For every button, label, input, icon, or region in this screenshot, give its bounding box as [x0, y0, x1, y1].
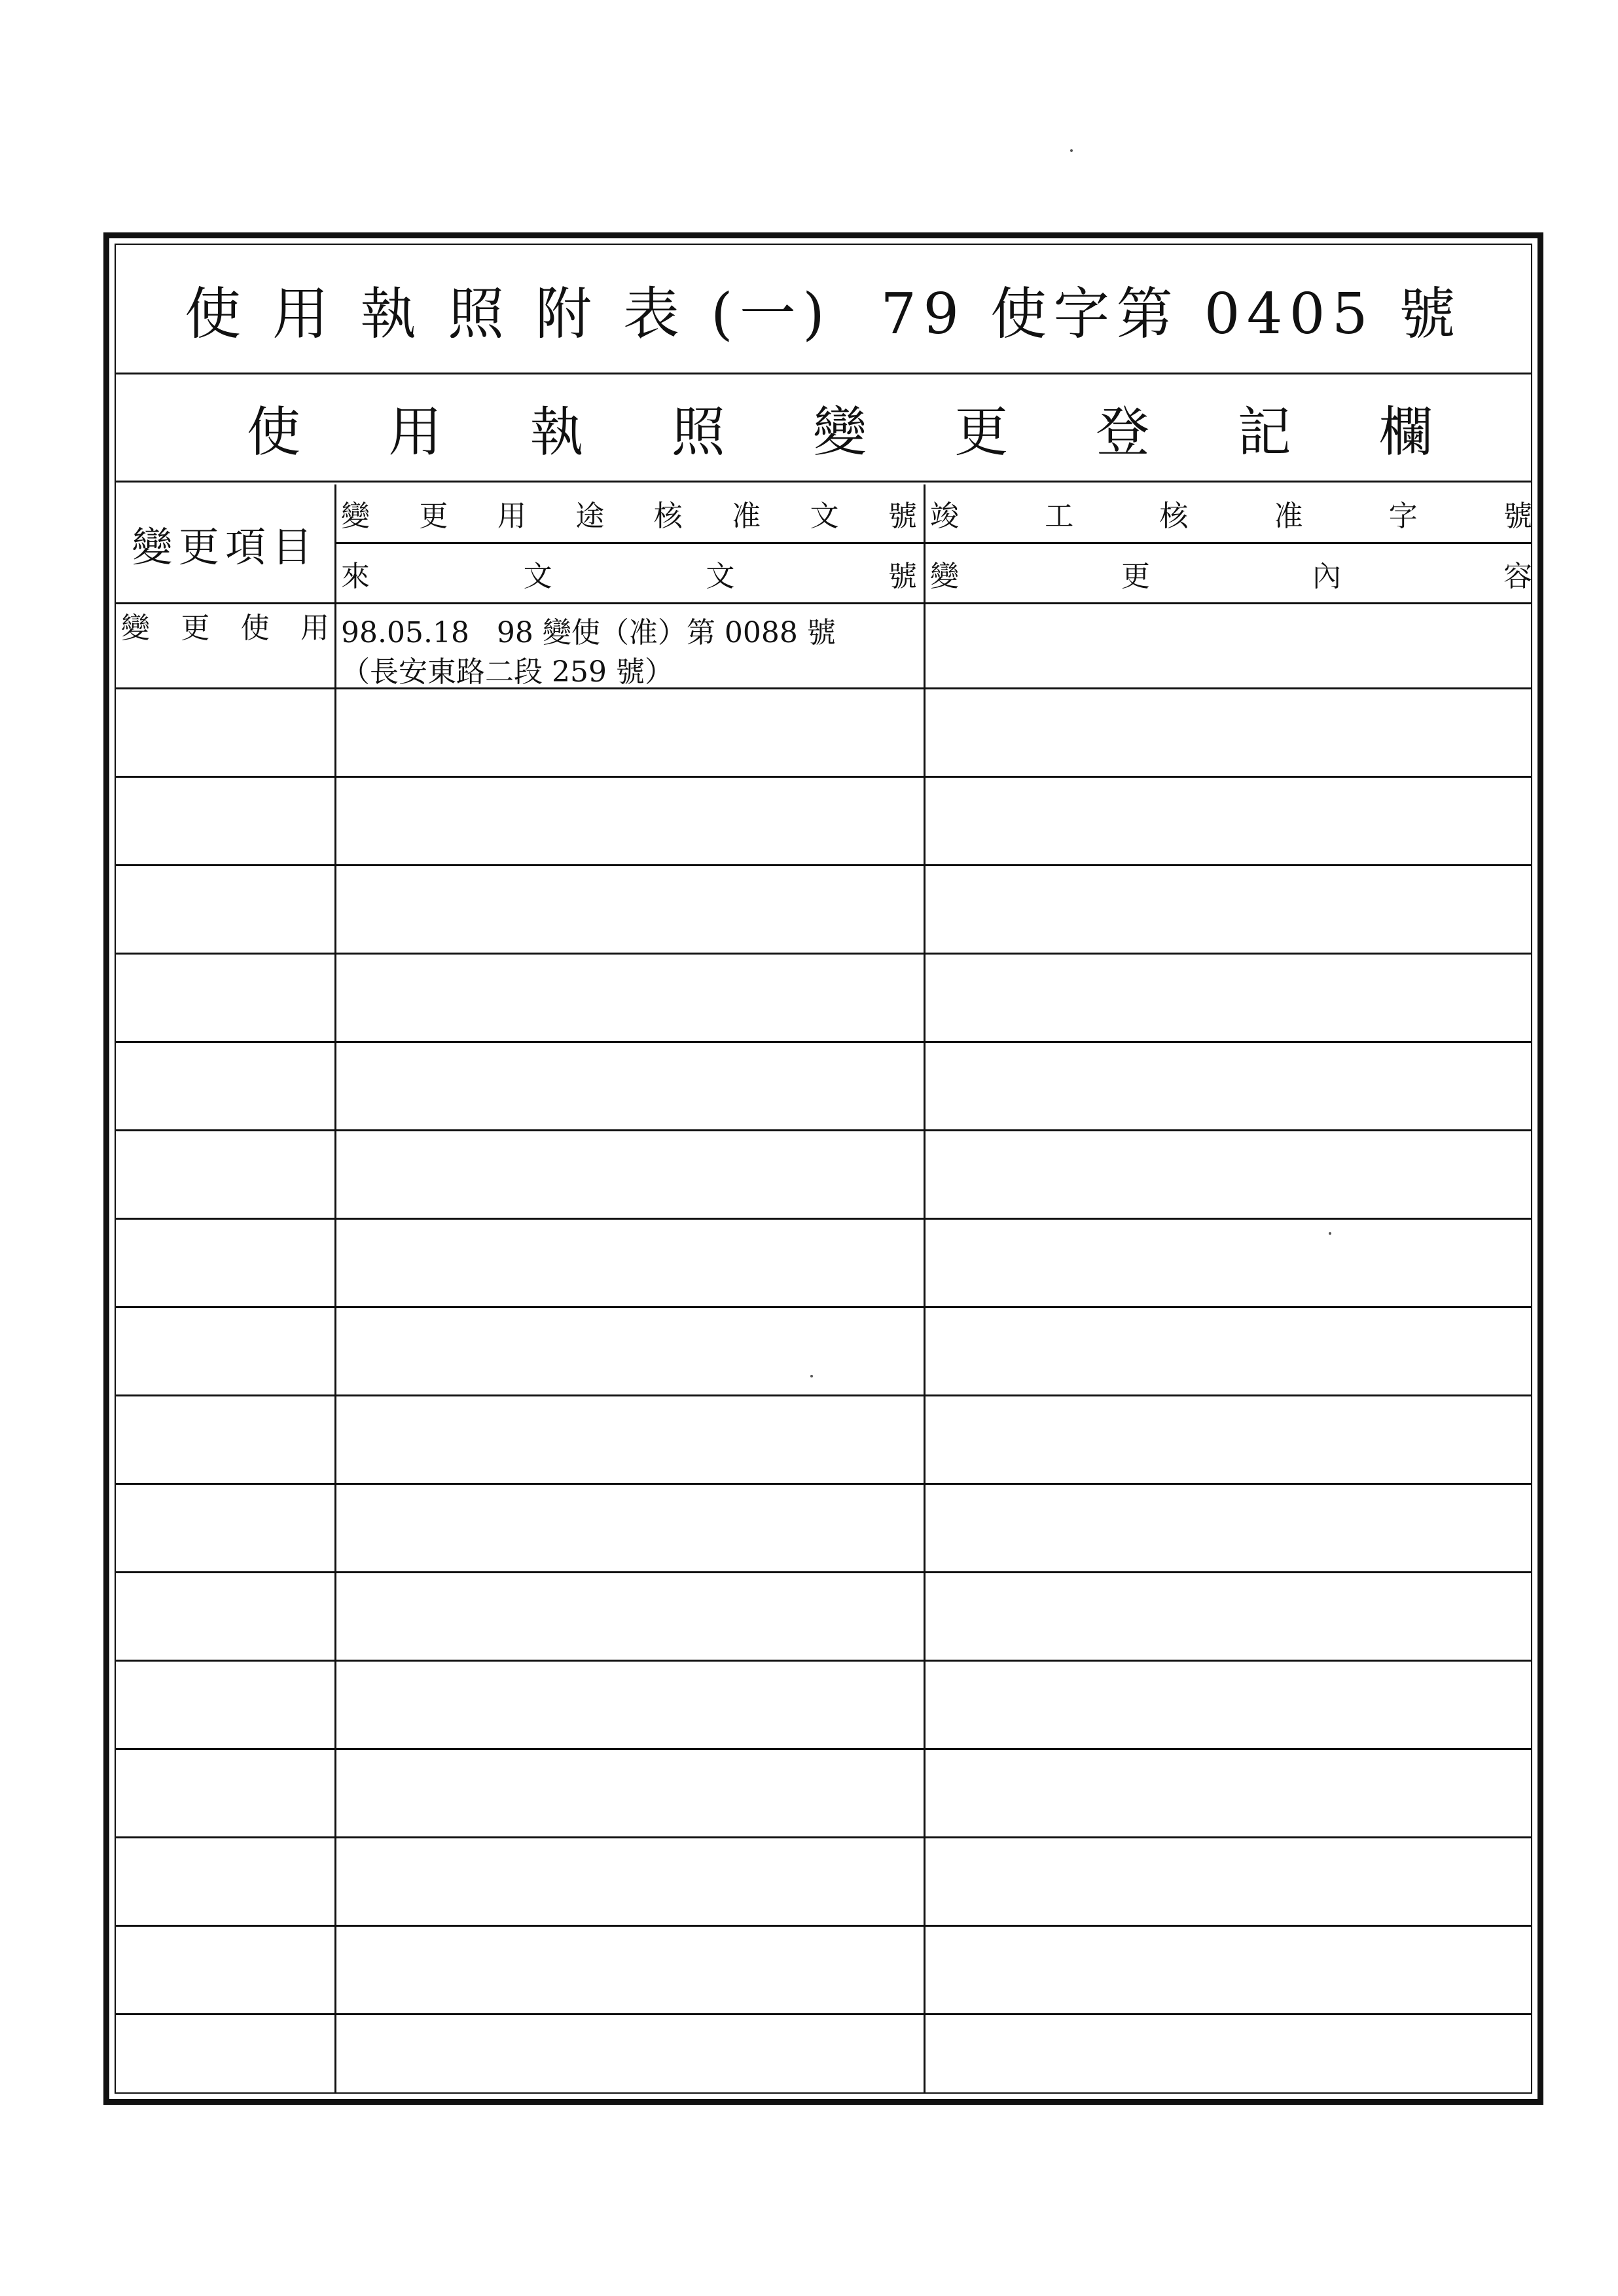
subtitle-char: 變 [812, 401, 867, 464]
row-divider [116, 953, 1531, 955]
header-char: 文 [810, 500, 839, 533]
row-divider [116, 776, 1531, 778]
row-divider [116, 1483, 1531, 1485]
row-doc-line-1: 98.05.18 98 變使（准）第 0088 號 [341, 616, 836, 649]
header-char: 號 [888, 500, 917, 533]
subtitle-char: 使 [247, 401, 301, 464]
subtitle-char: 更 [954, 401, 1009, 464]
row-item-char: 變 [121, 611, 150, 645]
header-char: 內 [1312, 559, 1341, 593]
row-divider [116, 1129, 1531, 1131]
header-char: 文 [706, 559, 735, 593]
header-char: 號 [888, 559, 917, 593]
row-divider [116, 864, 1531, 866]
row-divider [116, 687, 1531, 689]
header-char: 核 [653, 500, 683, 533]
row-divider [116, 2013, 1531, 2015]
row-divider [116, 1660, 1531, 1662]
row-divider [116, 1306, 1531, 1308]
header-char: 更 [1121, 559, 1150, 593]
title-row [116, 245, 1531, 374]
subtitle-row [116, 374, 1531, 483]
subtitle-char: 欄 [1378, 401, 1433, 464]
header-change-content [930, 544, 1532, 602]
page-title: 使 用 執 照 附 表 (一) 79 使字第 0405 號 [185, 281, 1462, 347]
table-frame [115, 244, 1532, 2094]
scan-speck [1070, 149, 1073, 152]
row-item-char: 更 [181, 611, 210, 645]
header-completion-approval-no [930, 484, 1532, 542]
scan-speck [810, 1375, 813, 1377]
subtitle-char: 登 [1096, 401, 1150, 464]
header-char: 准 [1274, 500, 1303, 533]
header-char: 來 [341, 559, 370, 593]
register-grid [116, 484, 1531, 2092]
certificate-sheet [103, 232, 1543, 2105]
header-char: 途 [575, 500, 605, 533]
row-divider [116, 1394, 1531, 1396]
row-divider [116, 1218, 1531, 1220]
header-incoming-doc-no [341, 544, 917, 602]
column-divider [924, 484, 926, 2092]
row-item [121, 605, 329, 646]
row-item-char: 用 [300, 611, 329, 645]
header-char: 工 [1045, 500, 1074, 533]
header-change-item: 變更項目 [132, 522, 319, 571]
subtitle-char: 記 [1237, 401, 1291, 464]
header-char: 變 [930, 559, 959, 593]
header-char: 變 [341, 500, 370, 533]
row-doc-line-2: （長安東路二段 259 號） [341, 655, 674, 689]
row-divider [116, 1925, 1531, 1927]
row-divider [116, 1041, 1531, 1043]
subtitle-char: 照 [671, 401, 725, 464]
header-char: 字 [1388, 500, 1418, 533]
header-char: 號 [1503, 500, 1532, 533]
header-char: 文 [523, 559, 552, 593]
subtitle-char: 執 [530, 401, 584, 464]
row-divider [116, 1836, 1531, 1838]
row-item-char: 使 [240, 611, 270, 645]
column-divider [334, 484, 336, 2092]
header-char: 核 [1159, 500, 1189, 533]
header-char: 用 [497, 500, 526, 533]
header-approval-doc-no [341, 484, 917, 542]
header-char: 竣 [930, 500, 959, 533]
header-char: 容 [1503, 559, 1532, 593]
subtitle-char: 用 [388, 401, 442, 464]
header-char: 准 [732, 500, 761, 533]
header-char: 更 [419, 500, 448, 533]
row-divider [116, 1571, 1531, 1573]
scan-speck [1329, 1232, 1331, 1235]
row-divider [116, 1748, 1531, 1750]
